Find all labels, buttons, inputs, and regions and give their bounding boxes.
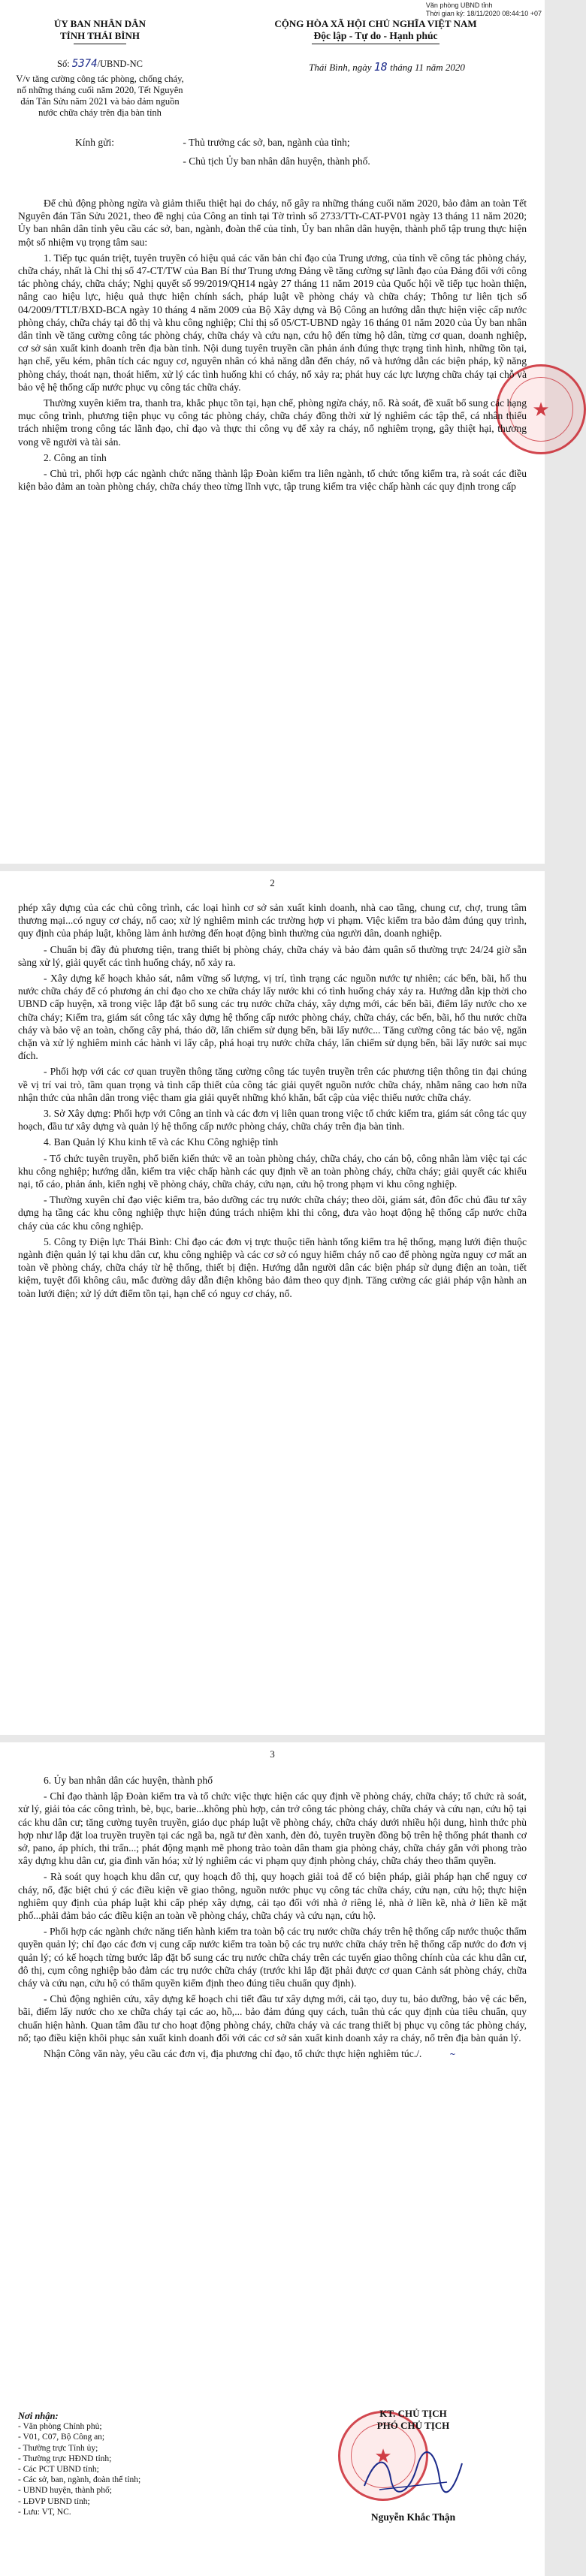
paragraph: 3. Sở Xây dựng: Phối hợp với Công an tỉnh và các đơn vị liên quan trong việc tổ chức kiểm tra, giám sát công tác quy hoạch, đầu tư xây dựng và quản lý hệ thống cấp nước phòng cháy, chữa cháy trên địa bàn tỉnh. xyxy=(18,1108,527,1133)
paragraph: - Chỉ đạo thành lập Đoàn kiểm tra và tổ chức việc thực hiện các quy định về phòng cháy, chữa cháy; tổ chức rà soát, xử lý, giải tỏa các công trình, bè, bục, barie...không phù hợp, cản trở công tác phòng cháy, chữa cháy và cứu nạn, cứu hộ tại các khu dân cư; tăng cường tuyên truyền, giáo dục pháp luật về phòng cháy, chữa cháy dưới nhiều hội dung, hình thức phù hợp như lắp đặt loa truyền truyền tại các ngã ba, ngã tư đèn xanh, đèn đỏ, tuyên truyền đồng bộ trên hệ thống phát thanh cơ sở, pano, áp phích, thi trấn...; phát động mạnh mẽ phong trào toàn dân tham gia phòng cháy, chữa cháy gắn với phong trào xây dựng khu dân cư, gia đình văn hóa; xử lý nghiêm các vi phạm quy định phòng cháy, chữa cháy theo thẩm quyền. xyxy=(18,1790,527,1867)
paragraph: - Chủ trì, phối hợp các ngành chức năng thành lập Đoàn kiểm tra liên ngành, tổ chức tổng kiểm tra, rà soát các điều kiện bảo đảm an toàn phòng cháy, chữa cháy theo từng lĩnh vực, tập trung kiểm tra việc chấp hành các quy định trong cấp xyxy=(18,468,527,493)
recipient-list-item: - LĐVP UBND tỉnh; xyxy=(18,2496,90,2506)
paragraph: 5. Công ty Điện lực Thái Bình: Chỉ đạo các đơn vị trực thuộc tiến hành tổng kiểm tra hệ thống, mạng lưới điện thuộc ngành điện quản lý tại khu dân cư, khu công nghiệp và các cơ sở có nguy hiểm cháy nổ cao để phòng ngừa nguy cơ mất an toàn về phòng cháy, chữa cháy từ hệ thống, thiết bị điện. Hướng dẫn người dân các biện pháp sử dụng điện an toàn, tiết kiệm, tuyệt đối không câu, mắc đường dây dẫn điện không bảo đảm theo quy định. Tăng cường các giải pháp vận hành an toàn lưới điện; xử lý dứt điểm tồn tại, hạn chế có nguy cơ cháy, nổ. xyxy=(18,1235,527,1299)
recipient-list-item: - Văn phòng Chính phủ; xyxy=(18,2422,102,2432)
section-heading: 4. Ban Quản lý Khu kinh tế và các Khu Công nghiệp tỉnh xyxy=(44,1136,279,1148)
date-line: Thái Bình, ngày 18 tháng 11 năm 2020 xyxy=(309,60,465,74)
recipient-list-item: - Thường trực Tỉnh ủy; xyxy=(18,2443,98,2453)
document-subject: V/v tăng cường công tác phòng, chống cháy, nổ những tháng cuối năm 2020, Tết Nguyên đán Tân Sửu năm 2021 và bảo đảm nguồn nước chữa cháy trên địa bàn tỉnh xyxy=(16,74,184,118)
page-number: 3 xyxy=(270,1748,275,1760)
recipient-list-item: - Các sở, ban, ngành, đoàn thể tỉnh; xyxy=(18,2475,141,2485)
issuing-organization: ỦY BAN NHÂN DÂN TỈNH THÁI BÌNH xyxy=(14,18,186,44)
paragraph: phép xây dựng của các chủ công trình, các loại hình cơ sở sản xuất kinh doanh, nhà cao tầng, chung cư, chợ, trung tâm thương mại...có nguy cơ cháy, nổ cao; xử lý nghiêm minh các trường hợp vi phạm. Việc kiểm tra bảo đảm đúng quy trình, quy định của pháp luật, không làm ảnh hưởng đến hoạt động bình thường của người dân, doanh nghiệp. xyxy=(18,902,527,940)
section-heading: 2. Công an tỉnh xyxy=(44,451,107,463)
national-heading: CỘNG HÒA XÃ HỘI CHỦ NGHĨA VIỆT NAM Độc lập - Tự do - Hạnh phúc xyxy=(222,18,530,44)
paragraph: - Xây dựng kế hoạch khảo sát, nắm vững số lượng, vị trí, tình trạng các nguồn nước tự nhiên; các bến, bãi, hố thu nước chữa cháy để có phương án chỉ đạo cho xe chữa cháy lấy nước khi có tình huống cháy xảy ra. Hướng dẫn kịp thời cho UBND cấp huyện, xã trong việc lắp đặt bổ sung các trụ nước chữa cháy, xây dựng mới, các bến bãi, điểm lấy nước cho xe chữa cháy; Kiểm tra, giám sát công tác xây dựng hệ thống cấp nước phòng cháy, chữa cháy, các bến, bãi, hố thu nước chữa cháy và bảo vệ an toàn, chống cây phá, tháo dỡ, lấn chiếm sử dụng bến, bãi lấy nước... Tăng cường công tác bảo vệ, ngăn chặn và xử lý nghiêm minh các hành vi lấy cắp, phá hoại trụ nước chữa cháy, lấn chiếm sử dụng bến, bãi lấy nước sai mục đích. xyxy=(18,973,527,1062)
recipients-list: Nơi nhận: - Văn phòng Chính phủ; - V01, C07, Bộ Công an; - Thường trực Tỉnh ủy; - Thường trực HĐND tỉnh; - Các PCT UBND tỉnh; - Các sở, ban, ngành, đoàn thể tỉnh; - UBND huyện, thành phố; - LĐVP UBND tỉnh; - Lưu: VT, NC. xyxy=(18,2411,236,2517)
recipient-list-item: - Lưu: VT, NC. xyxy=(18,2507,71,2517)
recipient-list-item: - Thường trực HĐND tỉnh; xyxy=(18,2454,112,2463)
recipient-item: - Chủ tịch Ủy ban nhân dân huyện, thành phố. xyxy=(183,155,370,167)
paragraph: - Tổ chức tuyên truyền, phổ biến kiến thức về an toàn phòng cháy, chữa cháy, cho cán bộ, công nhân làm việc tại các khu công nghiệp; hướng dẫn, kiểm tra việc chấp hành các quy định về an toàn phòng cháy, chữa cháy; giải quyết các khiếu nại, tố cáo, phản ánh, kiến nghị về phòng cháy, chữa cháy, cứu nạn, cứu hộ trong phạm vi khu công nghiệp. xyxy=(18,1152,527,1190)
section-heading: 6. Ủy ban nhân dân các huyện, thành phố xyxy=(44,1775,213,1786)
paragraph: - Rà soát quy hoạch khu dân cư, quy hoạch đô thị, quy hoạch giải toả để có biện pháp, giải pháp hạn chế nguy cơ cháy, nổ, đặc biệt chú ý các điều kiện về giao thông, nguồn nước phục vụ công tác chữa cháy, cứu nạn, cứu hộ; thực hiện nghiêm quy định của pháp luật khi cấp phép xây dựng, cải tạo đối với nhà ở riêng lẻ, nhà ở liền kề, nhà ở liền kề mặt phố...phải đảm bảo các điều kiện an toàn về phòng cháy, chữa cháy và cứu nạn, cứu hộ. xyxy=(18,1871,527,1922)
page-3-body xyxy=(18,1772,527,2064)
page-1-body xyxy=(18,197,527,496)
paragraph: - Phối hợp với các cơ quan truyền thông tăng cường công tác tuyên truyền trên các phương tiện thông tin đại chúng về vị trí vai trò, tầm quan trọng và tình cấp thiết của công tác giải quyết nguồn nước chữa cháy, nhằm nâng cao hơn nữa nhận thức của nhân dân trong việc tham gia giải quyết những khó khăn, bất cập của việc thiếu nước chữa cháy. xyxy=(18,1066,527,1103)
recipient-item: - Thủ trưởng các sở, ban, ngành của tỉnh; xyxy=(183,137,350,148)
page-2-body xyxy=(18,901,527,1303)
paragraph: - Phối hợp các ngành chức năng tiến hành kiểm tra toàn bộ các trụ nước chữa cháy trên hệ thống cấp nước thuộc thẩm quyền quản lý; chỉ đạo các đơn vị cung cấp nước kiểm tra toàn bộ các trụ nước chữa cháy trên hệ thống cấp nước do đơn vị quản lý; có kế hoạch từng bước lắp đặt bổ sung các trụ nước chữa cháy trên các tuyến giao thông chính của các khu dân cư, đô thị, cụm công nghiệp bảo đảm các trụ nước chữa cháy (trước khi lắp đặt phải được cơ quan Cảnh sát phòng cháy, chữa cháy và cứu nạn, cứu hộ có thẩm quyền kiểm định theo đúng tiêu chuẩn quy định). xyxy=(18,1926,527,1989)
initials-mark: ~ xyxy=(449,2049,455,2060)
recipient-list-item: - V01, C07, Bộ Công an; xyxy=(18,2433,105,2442)
recipient-list-item: - Các PCT UBND tỉnh; xyxy=(18,2465,99,2475)
handwritten-signature-icon xyxy=(357,2448,470,2501)
paragraph: - Chủ động nghiên cứu, xây dựng kế hoạch chi tiết đầu tư xây dựng mới, cải tạo, duy tu, bảo dưỡng, bảo vệ các bến, bãi, điểm lấy nước cho xe chữa cháy tại các ao, hồ,... bảo đảm đúng quy cách, tuân thủ các quy định của tiêu chuẩn, quy chuẩn hiện hành. Quan tâm đầu tư cho hoạt động phòng cháy, chữa cháy và các trang thiết bị phục vụ công tác phòng cháy, nổ; tạo điều kiện khôi phục sản xuất kinh doanh đối với các cơ sở sản xuất kinh doanh xảy ra cháy, nổ trên địa bàn quản lý. xyxy=(18,1993,527,2044)
closing-paragraph: Nhận Công văn này, yêu cầu các đơn vị, địa phương chỉ đạo, tổ chức thực hiện nghiêm túc./. ~ xyxy=(18,2047,527,2061)
paragraph: 1. Tiếp tục quán triệt, tuyên truyền có hiệu quả các văn bản chỉ đạo của Trung ương, của tỉnh về công tác phòng cháy, chữa cháy, nhất là Chỉ thị số 47-CT/TW của Ban Bí thư Trung ương Đảng về tăng cường sự lãnh đạo của Đảng đối với công tác phòng cháy, chữa cháy; Nghị quyết số 99/2019/QH14 ngày 27 tháng 11 năm 2019 của Quốc hội về tiếp tục hoàn thiện, nâng cao hiệu lực, hiệu quả thực hiện chính sách, pháp luật về phòng cháy và chữa cháy; Thông tư liên tịch số 04/2009/TTLT/BXD-BCA ngày 10 tháng 4 năm 2009 của Bộ Xây dựng và Bộ Công an hướng dẫn thực hiện việc cấp nước phòng cháy, chữa cháy tại đô thị và khu công nghiệp; Chỉ thị số 05/CT-UBND ngày 16 tháng 01 năm 2020 của Ủy ban nhân dân tỉnh về tăng cường công tác phòng cháy, chữa cháy và cứu nạn, cứu hộ đến từng hộ dân, từng cơ quan, doanh nghiệp, cơ sở sản xuất kinh doanh trên địa bàn tỉnh. Nội dung tuyên truyền cần phản ánh đúng thực trạng tình hình, những tồn tại, hạn chế, yếu kém, phân tích các nguy cơ, nguyên nhân có khả năng dẫn đến cháy, nổ và hướng dẫn các biện pháp, kỹ năng phòng cháy, thoát nạn, thoát hiểm, xử lý các tình huống khi có cháy, nổ xảy ra; phát huy các lực lượng chữa cháy tại chỗ và bảo vệ hệ thống cấp nước phục vụ công tác chữa cháy. xyxy=(18,252,527,393)
paragraph: Để chủ động phòng ngừa và giảm thiểu thiệt hại do cháy, nổ gây ra những tháng cuối năm 2020, bảo đảm an toàn Tết Nguyên đán Tân Sửu 2021, theo đề nghị của Công an tỉnh tại Tờ trình số 2733/TTr-CAT-PV01 ngày 13 tháng 11 năm 2020; Ủy ban nhân dân tỉnh yêu cầu các sở, ban, ngành, đoàn thể của tỉnh, Ủy ban nhân dân huyện, thành phố tập trung thực hiện một số nhiệm vụ trọng tâm sau: xyxy=(18,198,527,248)
seal-star-icon: ★ xyxy=(532,399,550,421)
page-1 xyxy=(0,0,550,864)
page-number: 2 xyxy=(270,877,275,888)
signature-block: KT. CHỦ TỊCH PHÓ CHỦ TỊCH Nguyễn Khắc Thận xyxy=(301,2408,526,2523)
paragraph: - Thường xuyên chỉ đạo việc kiểm tra, bảo dưỡng các trụ nước chữa cháy; theo dõi, giám sát, đôn đốc chủ đầu tư xây dựng hạ tầng các khu công nghiệp thực hiện đúng trách nhiệm khi thi công, đưa vào hoạt động hệ thống cấp nước chữa cháy của các khu công nghiệp. xyxy=(18,1194,527,1232)
page-2 xyxy=(0,871,545,1735)
paragraph: Thường xuyên kiểm tra, thanh tra, khắc phục tồn tại, hạn chế, phòng ngừa cháy, nổ. Rà soát, đề xuất bổ sung các hạng mục công trình, phương tiện phục vụ công tác phòng cháy, chữa cháy đồng thời xử lý nghiêm các tập thể, cá nhân thiếu trách nhiệm trong công tác lãnh đạo, chỉ đạo và thực thi công vụ để xảy ra cháy, nổ nghiêm trọng, gây thiệt hại, thương vong về người và tài sản. xyxy=(18,397,527,448)
document-number: Số: 5374/UBND-NC xyxy=(57,58,143,70)
recipient-list-item: - UBND huyện, thành phố; xyxy=(18,2486,112,2496)
seal-star-icon: ★ xyxy=(374,2445,392,2467)
digital-signature-note: Văn phòng UBND tỉnh Thời gian ký: 18/11/2020 08:44:10 +07 xyxy=(425,2,542,17)
paragraph: - Chuẩn bị đầy đủ phương tiện, trang thiết bị phòng cháy, chữa cháy và bảo đảm quân số thường trực 24/24 giờ sẵn sàng xử lý, giải quyết các tình huống cháy, nổ xảy ra. xyxy=(18,943,527,968)
recipients-block: Kính gửi: - Thủ trưởng các sở, ban, ngành của tỉnh; - Chủ tịch Ủy ban nhân dân huyện, thành phố. xyxy=(75,135,496,173)
